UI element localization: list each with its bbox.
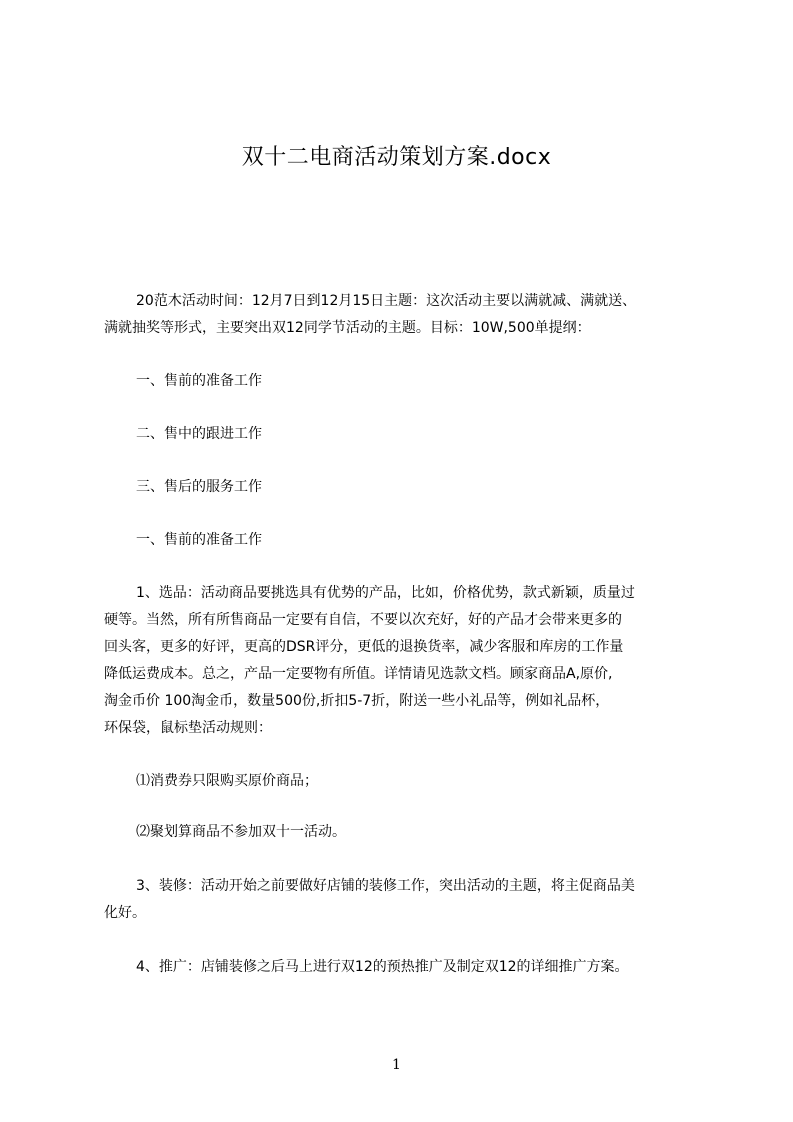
paragraph-line: 满就抽奖等形式，主要突出双12同学节活动的主题。目标：10W,500单提纲： [104,320,591,336]
paragraph-activity-overview [104,288,724,342]
paragraph-line: 淘金币价 100淘金币，数量500份,折扣5-7折，附送一些小礼品等，例如礼品杯， [104,693,610,709]
paragraph-line: 1、选品：活动商品要挑选具有优势的产品，比如，价格优势，款式新颖，质量过 [136,585,635,601]
paragraph-line: 环保袋，鼠标垫活动规则： [104,720,272,736]
paragraph-line: 降低运费成本。总之，产品一定要物有所值。详情请见选款文档。顾家商品A,原价, [104,666,613,682]
paragraph-decoration [104,873,724,927]
paragraph-promotion [104,954,724,981]
paragraph-line: 4、推广：店铺装修之后马上进行双12的预热推广及制定双12的详细推广方案。 [136,959,629,975]
paragraph-line: 回头客，更多的好评，更高的DSR评分，更低的退换货率，减少客服和库房的工作量 [104,639,624,655]
paragraph-line: 化好。 [104,905,146,921]
document-title: 双十二电商活动策划方案.docx [241,145,552,170]
paragraph-line: 硬等。当然，所有所售商品一定要有自信，不要以次充好，好的产品才会带来更多的 [104,612,622,628]
page-number: 1 [392,1057,401,1073]
rule-item-2: ⑵聚划算商品不参加双十一活动。 [136,824,346,840]
outline-item-presale: 一、售前的准备工作 [136,373,262,389]
section-heading-presale: 一、售前的准备工作 [136,532,262,548]
paragraph-line: 20范木活动时间：12月7日到12月15日主题：这次活动主要以满就减、满就送、 [136,293,637,309]
rule-item-1: ⑴消费券只限购买原价商品； [136,773,318,789]
outline-item-after-sale: 三、售后的服务工作 [136,479,262,495]
paragraph-line: 3、装修：活动开始之前要做好店铺的装修工作，突出活动的主题，将主促商品美 [136,878,635,894]
outline-item-in-sale: 二、售中的跟进工作 [136,426,262,442]
paragraph-product-selection [104,580,724,742]
